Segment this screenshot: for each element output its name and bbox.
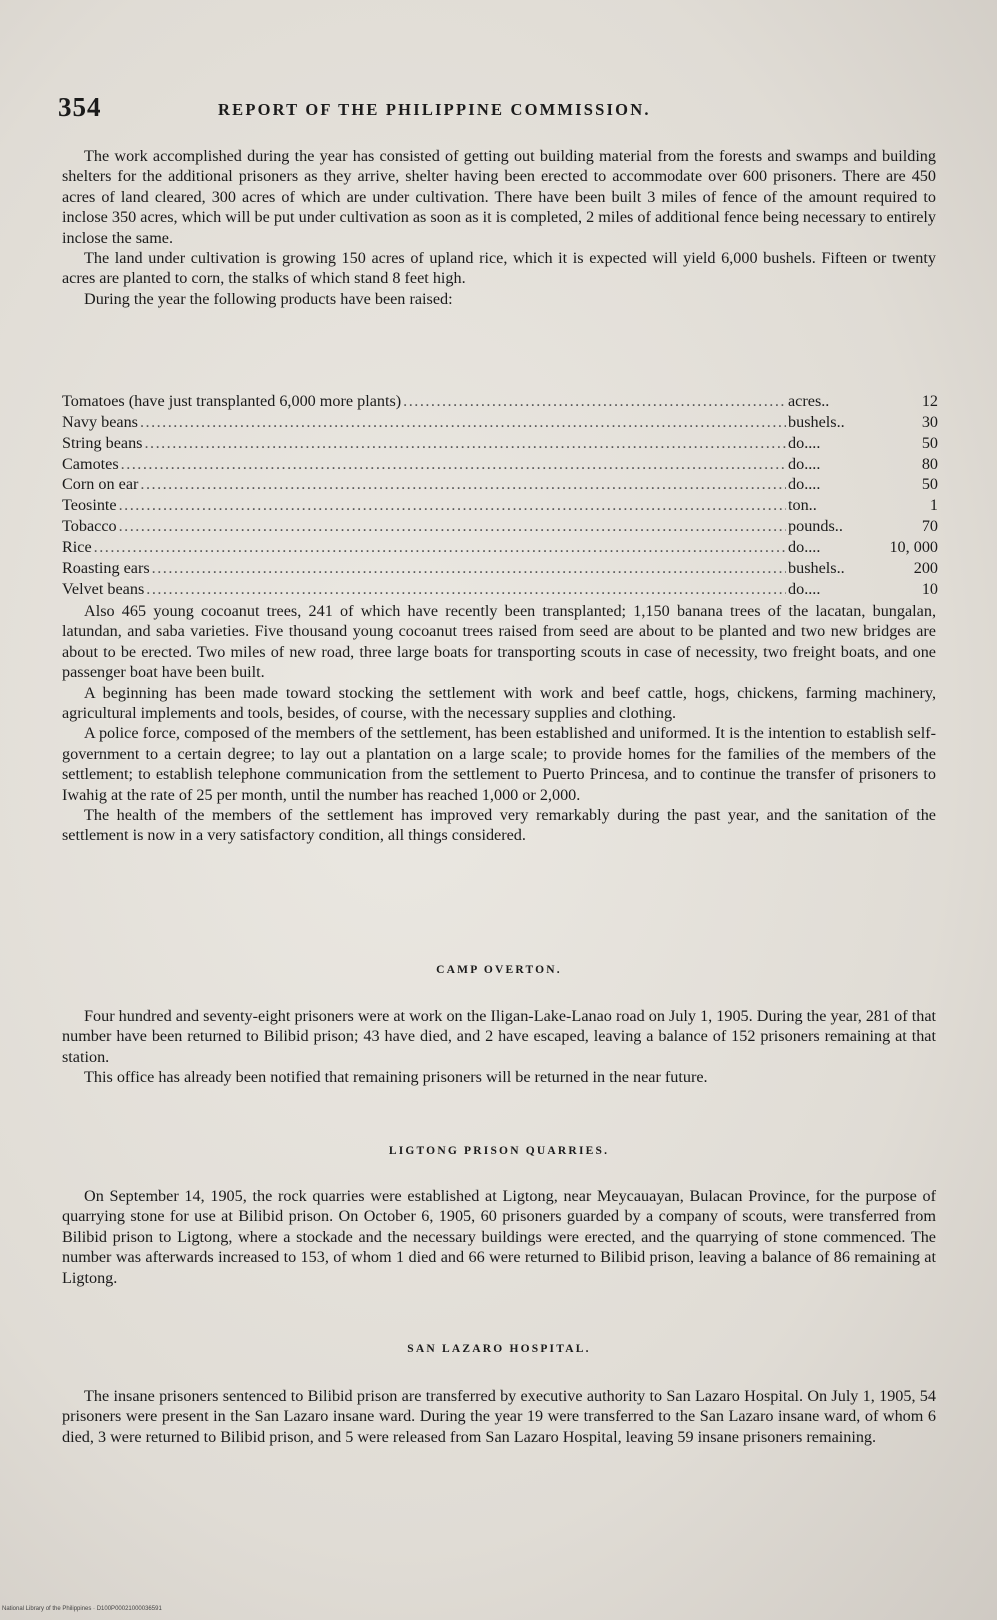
produce-item: Teosinte bbox=[62, 496, 117, 515]
paragraph: A beginning has been made toward stocking the settlement with work and beef cattle, hogs, chickens, farming machinery, agricultural implements and tools, besides, of course, with the necessary supplies and clothing. bbox=[62, 683, 936, 723]
produce-unit: acres.. bbox=[788, 391, 830, 410]
ligtong-text bbox=[62, 1186, 936, 1288]
dot-leader bbox=[140, 475, 786, 494]
produce-unit: ton.. bbox=[788, 496, 817, 515]
paragraph: The land under cultivation is growing 150 acres of upland rice, which it is expected will yield 6,000 bushels. Fifteen or twenty acres are planted to corn, the stalks of which stand 8 feet high. bbox=[62, 249, 936, 288]
paragraph: The insane prisoners sentenced to Bilibid prison are transferred by executive authority to San Lazaro Hospital. On July 1, 1905, 54 prisoners were present in the San Lazaro insane ward. During the year 19 were transferred to the San Lazaro insane ward, of whom 6 died, 3 were returned to Bilibid prison, and 5 were released from San Lazaro Hospital, leaving 59 insane prisoners remaining. bbox=[62, 1387, 936, 1446]
dot-leader bbox=[140, 413, 786, 432]
paragraph: On September 14, 1905, the rock quarries were established at Ligtong, near Meycauayan, Bulacan Province, for the purpose of quarrying stone for use at Bilibid prison. On October 6, 1905, 60 prisoners guarded by a company of scouts, were transferred from Bilibid prison to Ligtong, where a stockade and the necessary buildings were erected, and the quarrying of stone commenced. The number was afterwards increased to 153, of whom 1 died and 66 were returned to Bilibid prison, leaving a balance of 86 remaining at Ligtong. bbox=[62, 1187, 936, 1287]
table-row bbox=[62, 494, 938, 515]
table-row bbox=[62, 536, 938, 557]
produce-item: Rice bbox=[62, 538, 92, 557]
produce-item: Roasting ears bbox=[62, 559, 150, 578]
settlement-text bbox=[62, 601, 936, 846]
produce-quantity: 30 bbox=[921, 412, 938, 431]
table-row bbox=[62, 390, 938, 411]
table-row bbox=[62, 432, 938, 453]
produce-quantity: 80 bbox=[921, 454, 938, 473]
table-row bbox=[62, 557, 938, 578]
dot-leader bbox=[121, 455, 786, 474]
camp-overton-text bbox=[62, 1006, 936, 1088]
produce-item: Tomatoes (have just transplanted 6,000 more plants) bbox=[62, 391, 402, 410]
section-heading-camp-overton: CAMP OVERTON. bbox=[436, 964, 562, 976]
produce-quantity: 12 bbox=[921, 391, 938, 410]
produce-item: Camotes bbox=[62, 454, 119, 473]
produce-unit: pounds.. bbox=[788, 517, 843, 536]
produce-item: Navy beans bbox=[62, 412, 138, 431]
produce-table bbox=[62, 390, 938, 599]
produce-quantity: 10 bbox=[921, 579, 938, 598]
table-row bbox=[62, 515, 938, 536]
page-header bbox=[58, 92, 938, 132]
page-number: 354 bbox=[58, 92, 102, 122]
produce-quantity: 50 bbox=[921, 433, 938, 452]
table-row bbox=[62, 453, 938, 474]
dot-leader bbox=[403, 392, 786, 411]
produce-quantity: 1 bbox=[929, 496, 938, 515]
table-row bbox=[62, 411, 938, 432]
running-head: REPORT OF THE PHILIPPINE COMMISSION. bbox=[218, 100, 651, 119]
san-lazaro-text bbox=[62, 1386, 936, 1447]
produce-quantity: 70 bbox=[921, 517, 938, 536]
produce-unit: do.... bbox=[788, 579, 821, 598]
paragraph: The work accomplished during the year has consisted of getting out building material from the forests and swamps and building shelters for the additional prisoners as they arrive, shelter having been erected to accommodate over 600 prisoners. There are 450 acres of land cleared, 300 acres of which are under cultivation. There have been built 3 miles of fence of the amount required to inclose 350 acres, which will be put under cultivation as soon as it is completed, 2 miles of additional fence being necessary to entirely inclose the same. bbox=[62, 147, 936, 247]
paragraph: During the year the following products have been raised: bbox=[84, 289, 453, 308]
produce-unit: do.... bbox=[788, 475, 821, 494]
section-heading-san-lazaro: SAN LAZARO HOSPITAL. bbox=[407, 1343, 591, 1355]
produce-item: String beans bbox=[62, 433, 143, 452]
paragraph: Also 465 young cocoanut trees, 241 of which have recently been transplanted; 1,150 banana trees of the lacatan, bungalan, latundan, and saba varieties. Five thousand young cocoanut trees raised from seed are about to be planted and two new bridges are about to be erected. Two miles of new road, three large boats for transporting scouts in case of necessity, two freight boats, and one passenger boat have been built. bbox=[62, 602, 936, 682]
paragraph: A police force, composed of the members of the settlement, has been established and uniformed. It is the intention to establish self-government to a certain degree; to lay out a plantation on a large scale; to provide homes for the families of the members of the settlement; to establish telephone communication from the settlement to Puerto Princesa, and to continue the transfer of prisoners to Iwahig at the rate of 25 per month, until the number has reached 1,000 or 2,000. bbox=[62, 724, 936, 804]
produce-item: Corn on ear bbox=[62, 475, 139, 494]
produce-unit: bushels.. bbox=[788, 412, 845, 431]
produce-unit: do.... bbox=[788, 433, 821, 452]
produce-item: Velvet beans bbox=[62, 579, 145, 598]
produce-unit: bushels.. bbox=[788, 559, 845, 578]
table-row bbox=[62, 474, 938, 495]
dot-leader bbox=[152, 559, 786, 578]
produce-quantity: 200 bbox=[913, 559, 938, 578]
dot-leader bbox=[94, 538, 786, 557]
paragraph: Four hundred and seventy-eight prisoners were at work on the Iligan-Lake-Lanao road on July 1, 1905. During the year, 281 of that number have been returned to Bilibid prison; 43 have died, and 2 have escaped, leaving a balance of 152 prisoners remaining at that station. bbox=[62, 1007, 936, 1066]
paragraph: This office has already been notified that remaining prisoners will be returned in the near future. bbox=[84, 1068, 708, 1087]
produce-unit: do.... bbox=[788, 454, 821, 473]
produce-quantity: 10, 000 bbox=[889, 538, 938, 557]
produce-unit: do.... bbox=[788, 538, 821, 557]
dot-leader bbox=[146, 580, 786, 599]
section-heading-ligtong: LIGTONG PRISON QUARRIES. bbox=[388, 1145, 610, 1157]
paragraph: The health of the members of the settlement has improved very remarkably during the past year, and the sanitation of the settlement is now in a very satisfactory condition, all things considered. bbox=[62, 806, 936, 845]
dot-leader bbox=[144, 434, 786, 453]
table-row bbox=[62, 578, 938, 599]
produce-quantity: 50 bbox=[921, 475, 938, 494]
dot-leader bbox=[119, 517, 786, 536]
produce-item: Tobacco bbox=[62, 517, 117, 536]
dot-leader bbox=[119, 496, 786, 515]
scan-footer-note: National Library of the Philippines · D100P00021000036591 bbox=[2, 1606, 162, 1612]
intro-text bbox=[62, 146, 936, 309]
